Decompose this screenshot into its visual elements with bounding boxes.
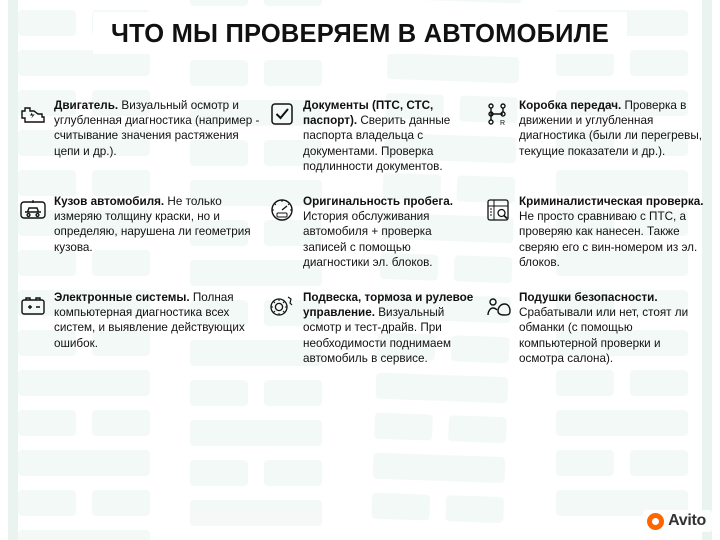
- list-item-body: Сверить данные паспорта владельца с документами. Проверка подлинности документов.: [303, 114, 451, 173]
- list-item-body: Визуальный осмотр и углубленная диагностика (например - считывание значения растяжения цепи и др.).: [54, 99, 260, 158]
- list-item-body: История обслуживания автомобиля + проверка записей с помощью диагностики эл. блоков.: [303, 210, 433, 269]
- engine-icon: [18, 99, 48, 129]
- list-item-text: [303, 290, 477, 366]
- list-item-text: [519, 194, 708, 270]
- list-item-lead: Подвеска, тормоза и рулевое управление.: [303, 291, 474, 320]
- list-item-lead: Подушки безопасности.: [519, 291, 658, 305]
- suspension-brake-icon: [267, 291, 297, 321]
- list-item-lead: Документы (ПТС, СТС, паспорт).: [303, 99, 434, 128]
- list-item-text: [519, 290, 708, 366]
- list-item-text: [54, 290, 261, 351]
- list-item-text: [303, 98, 477, 174]
- list-item-lead: Электронные системы.: [54, 291, 190, 305]
- list-item-body: Полная компьютерная диагностика всех систем, и выявление действующих ошибок.: [54, 291, 245, 350]
- list-item: [267, 98, 477, 174]
- gearbox-icon: [483, 99, 513, 129]
- battery-icon: [18, 291, 48, 321]
- list-item-body: Срабатывали или нет, стоят ли обманки (с помощью компьютерной проверки и осмотра салона).: [519, 306, 689, 365]
- airbag-icon: [483, 291, 513, 321]
- svg-text:R: R: [500, 120, 506, 127]
- list-item-text: [54, 98, 261, 159]
- list-item-lead: Криминалистическая проверка.: [519, 195, 704, 209]
- list-item: [18, 194, 261, 270]
- list-item-lead: Коробка передач.: [519, 99, 622, 112]
- document-check-icon: [267, 99, 297, 129]
- list-item-body: Визуальный осмотр и тест-драйв. При необходимости поднимаем автомобиль в сервисе.: [303, 306, 452, 365]
- list-item-text: [54, 194, 261, 255]
- list-item: [483, 290, 708, 366]
- list-item: [267, 290, 477, 366]
- list-item-lead: Кузов автомобиля.: [54, 195, 165, 209]
- odometer-icon: [267, 195, 297, 225]
- list-item: [18, 290, 261, 366]
- forensic-icon: [483, 195, 513, 225]
- avito-watermark-label: Avito: [668, 512, 706, 529]
- list-item-text: [303, 194, 477, 270]
- page-title: ЧТО МЫ ПРОВЕРЯЕМ В АВТОМОБИЛЕ: [93, 12, 627, 54]
- list-item: [483, 194, 708, 270]
- car-body-icon: [18, 195, 48, 225]
- list-item-lead: Двигатель.: [54, 99, 119, 112]
- list-item-body: Не только измеряю толщину краски, но и определяю, нарушена ли геометрия кузова.: [54, 195, 251, 254]
- checklist-grid: [18, 98, 708, 366]
- poster-header: [0, 12, 720, 54]
- list-item-body: Проверка в движении и углубленная диагностика (были ли перегревы, текущие показатели и др.).: [519, 99, 703, 158]
- avito-logo-icon: [647, 513, 664, 530]
- list-item-text: [519, 98, 708, 159]
- list-item: [483, 98, 708, 174]
- list-item-lead: Оригинальность пробега.: [303, 195, 454, 209]
- list-item-body: Не просто сравниваю с ПТС, а проверяю как нанесен. Также сверяю его с вин-номером из эл. блоков.: [519, 210, 698, 269]
- avito-watermark: [643, 510, 712, 532]
- list-item: [267, 194, 477, 270]
- list-item: [18, 98, 261, 174]
